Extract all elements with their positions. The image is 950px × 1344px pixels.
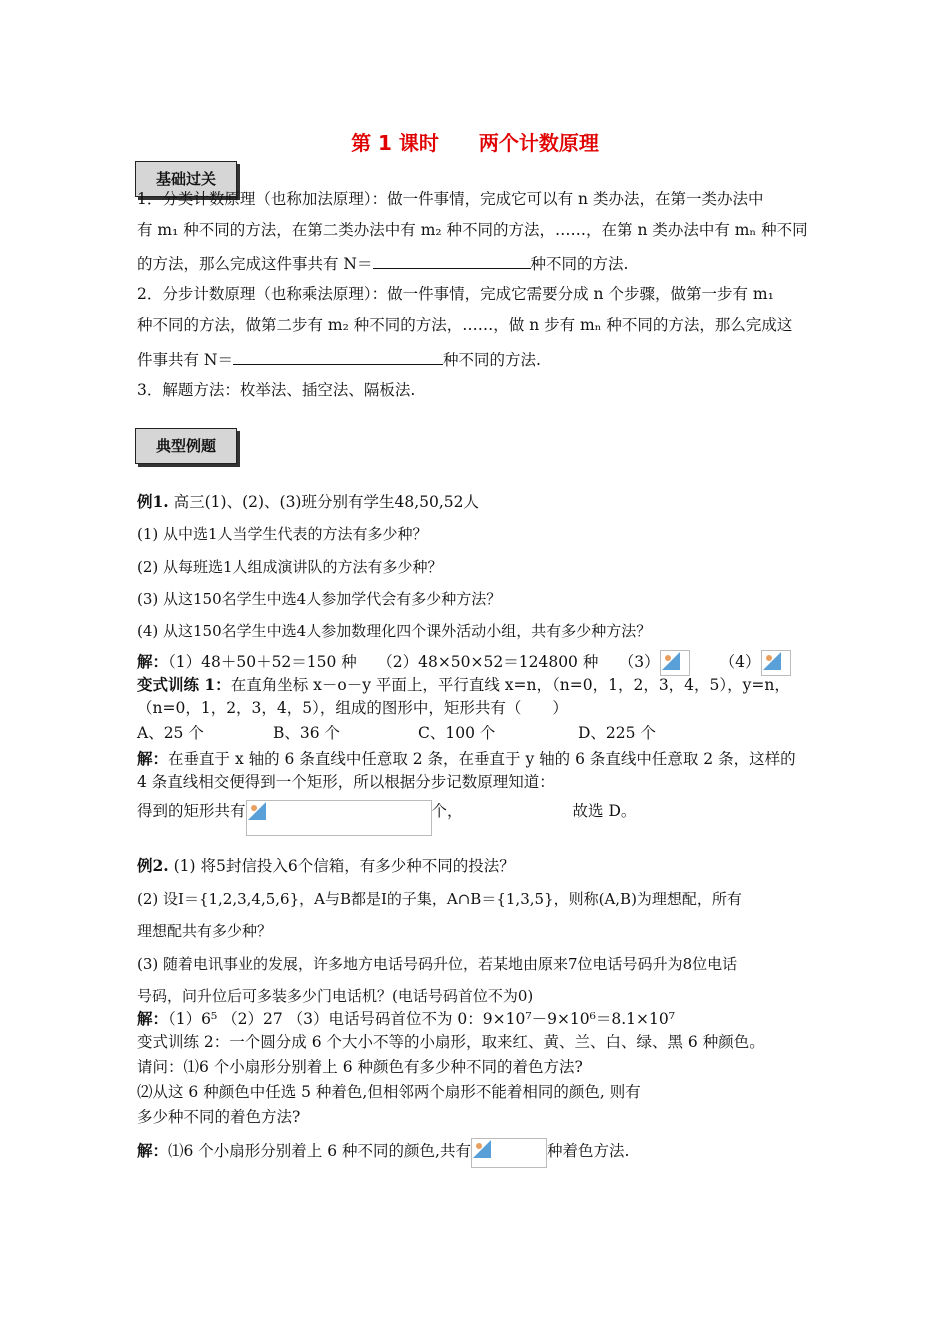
principle-1-line-3	[137, 254, 628, 273]
solving-methods: 3．解题方法：枚举法、插空法、隔板法.	[137, 381, 416, 399]
principle-2-line-1: 2．分步计数原理（也称乘法原理）：做一件事情，完成它需要分成 n 个步骤，做第一步有 m₁	[137, 285, 774, 303]
solution-label: 解：	[137, 749, 169, 768]
variant-1-solution-line-2: 4 条直线相交便得到一个矩形，所以根据分步记数原理知道：	[137, 773, 555, 791]
formula-image-icon	[246, 800, 432, 836]
variant-2-line-3: ⑵从这 6 种颜色中任选 5 种着色,但相邻两个扇形不能着相同的颜色, 则有	[137, 1083, 641, 1101]
solution-label: 解：	[137, 1009, 169, 1028]
principle-1-tail: 种不同的方法.	[530, 255, 629, 273]
solution-text: 在垂直于 x 轴的 6 条直线中任意取 2 条，在垂直于 y 轴的 6 条直线中任意取 2 条，这样的	[168, 750, 796, 768]
example-2-text: (1) 将5封信投入6个信箱，有多少种不同的投法？	[168, 857, 515, 875]
example-2-q3-line-2: 号码，问升位后可多装多少门电话机？(电话号码首位不为0)	[137, 987, 534, 1005]
example-2-q1	[137, 858, 515, 875]
result-unit: 个，	[431, 802, 463, 820]
result-text: 得到的矩形共有	[137, 802, 246, 820]
variant-1-solution-line-1	[137, 751, 796, 768]
variant-1-result	[137, 800, 636, 836]
principle-2-line-2: 种不同的方法，做第二步有 m₂ 种不同的方法，……，做 n 步有 mₙ 种不同的方法，那么完成这	[137, 316, 793, 334]
solution-text: （1）48＋50＋52＝150 种 （2）48×50×52＝124800 种 （3）	[168, 653, 660, 671]
solution-text: ⑴6 个小扇形分别着上 6 种不同的颜色,共有	[168, 1142, 471, 1160]
option-c: C、100 个	[418, 724, 496, 742]
answer-blank	[373, 254, 531, 269]
solution-label: 解：	[137, 652, 169, 671]
variant-2-line-4: 多少种不同的着色方法?	[137, 1108, 301, 1126]
example-1-text: 高三(1)、(2)、(3)班分别有学生48,50,52人	[168, 493, 480, 511]
principle-1-line-2: 有 m₁ 种不同的方法，在第二类办法中有 m₂ 种不同的方法，……，在第 n 类办法中有 mₙ 种不同	[137, 221, 808, 239]
answer-blank	[233, 350, 443, 365]
example-1-label: 例1.	[137, 492, 169, 511]
example-2-label: 例2.	[137, 856, 169, 875]
example-2-q3-line-1: (3) 随着电讯事业的发展，许多地方电话号码升位，若某地由原来7位电话号码升为8位电话	[137, 955, 738, 973]
variant-1-line-2: （n=0，1，2，3，4，5），组成的图形中，矩形共有（ ）	[137, 699, 568, 717]
title-topic: 两个计数原理	[478, 131, 599, 155]
option-d: D、225 个	[578, 724, 656, 742]
solution-tail: 种着色方法.	[546, 1142, 630, 1160]
solution-text: （1）6⁵ （2）27 （3）电话号码首位不为 0：9×10⁷－9×10⁶＝8.1×10⁷	[168, 1010, 675, 1028]
broken-image-icon	[763, 652, 781, 670]
variant-1-text: 在直角坐标 x－o－y 平面上，平行直线 x=n，（n=0，1，2，3，4，5），y=n，	[230, 676, 790, 694]
result-choice: 故选 D。	[572, 802, 637, 820]
principle-1-text: 的方法，那么完成这件事共有 N＝	[137, 255, 373, 273]
option-b: B、36 个	[273, 724, 341, 742]
broken-image-icon	[248, 802, 266, 820]
formula-image-icon	[761, 650, 791, 676]
variant-2-line-1: 变式训练 2：一个圆分成 6 个大小不等的小扇形，取来红、黄、兰、白、绿、黑 6 种颜色。	[137, 1033, 765, 1051]
variant-2-solution	[137, 1138, 629, 1168]
section-label-basics: 基础过关	[135, 161, 237, 197]
principle-2-line-3	[137, 350, 541, 369]
example-2-solution	[137, 1011, 675, 1028]
example-1-q2: (2) 从每班选1人组成演讲队的方法有多少种？	[137, 558, 443, 576]
solution-text-4: （4）	[719, 653, 761, 671]
broken-image-icon	[662, 652, 680, 670]
title-lesson: 第 1 课时	[351, 131, 439, 155]
principle-2-text: 件事共有 N＝	[137, 351, 233, 369]
example-1-q1: (1) 从中选1人当学生代表的方法有多少种？	[137, 525, 428, 543]
example-1-q3: (3) 从这150名学生中选4人参加学代会有多少种方法？	[137, 590, 502, 608]
variant-2-line-2: 请问：⑴6 个小扇形分别着上 6 种颜色有多少种不同的着色方法?	[137, 1058, 583, 1076]
formula-image-icon	[471, 1138, 547, 1168]
example-1-stem	[137, 494, 479, 511]
principle-1-line-1: 1．分类计数原理（也称加法原理）：做一件事情，完成它可以有 n 类办法，在第一类办法中	[137, 190, 764, 208]
variant-1-label: 变式训练 1：	[137, 675, 231, 694]
example-1-q4: (4) 从这150名学生中选4人参加数理化四个课外活动小组，共有多少种方法？	[137, 622, 652, 640]
variant-1-line-1	[137, 677, 790, 694]
example-2-q2-line-1: (2) 设I＝{1,2,3,4,5,6}，A与B都是I的子集，A∩B＝{1,3,5}，则称(A,B)为理想配，所有	[137, 890, 742, 908]
page-title	[0, 127, 950, 156]
section-label-examples: 典型例题	[135, 428, 237, 464]
variant-1-options	[137, 726, 656, 742]
option-a: A、25 个	[137, 724, 204, 742]
example-1-solution	[137, 650, 791, 676]
broken-image-icon	[473, 1140, 491, 1158]
principle-2-tail: 种不同的方法.	[443, 351, 541, 369]
solution-label: 解：	[137, 1141, 169, 1160]
formula-image-icon	[660, 650, 690, 676]
example-2-q2-line-2: 理想配共有多少种？	[137, 922, 273, 940]
